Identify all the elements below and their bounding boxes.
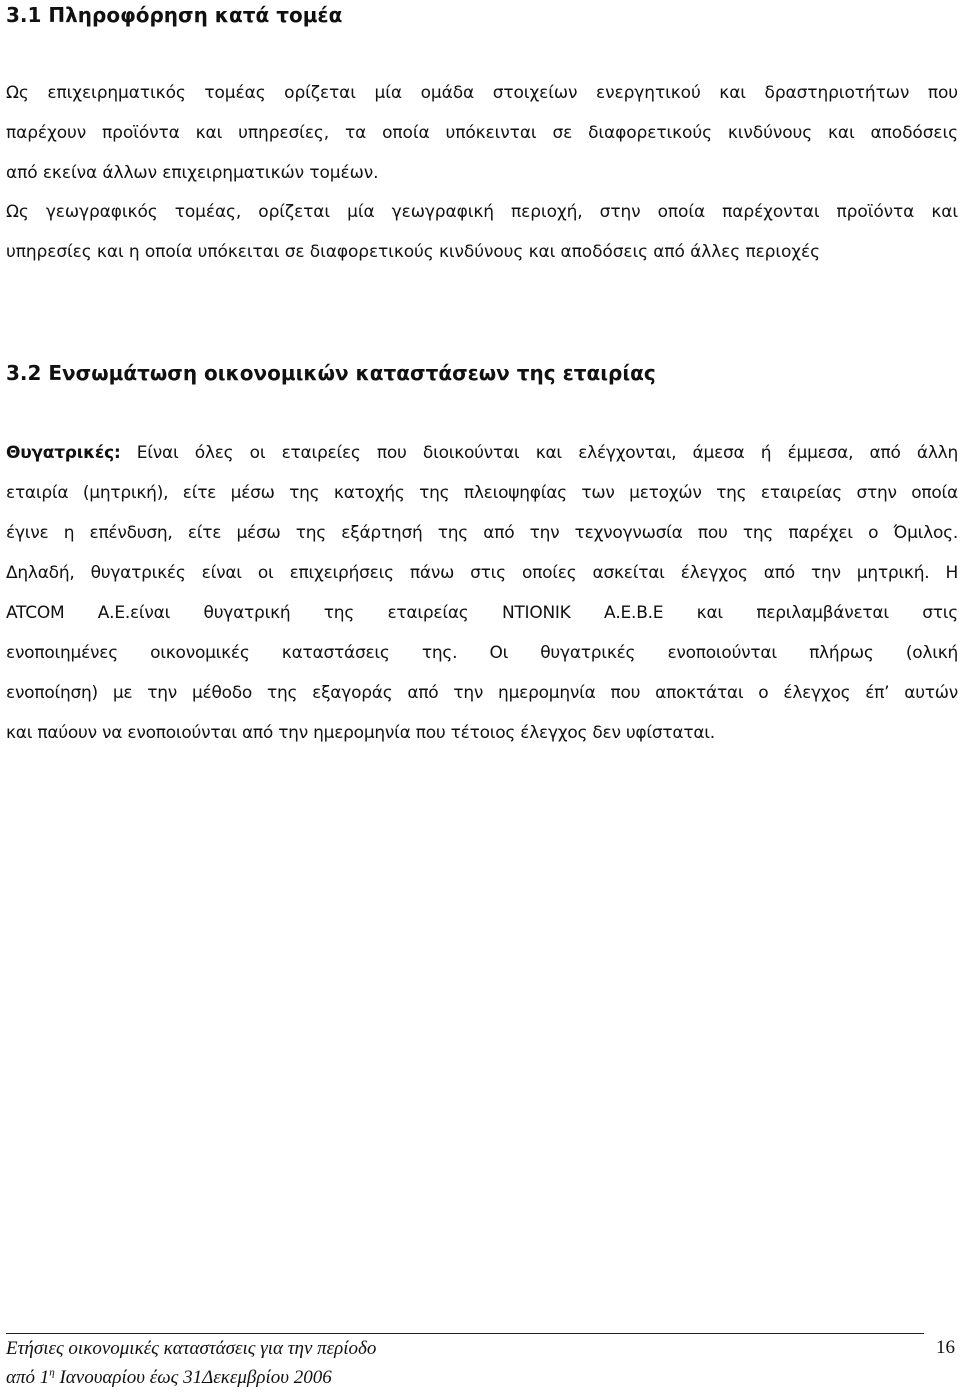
section-heading-3-1: 3.1 Πληροφόρηση κατά τομέα [6,3,343,27]
text-line: ενοποιημένες οικονομικές καταστάσεις της. Οι θυγατρικές ενοποιούνται πλήρως (ολική [6,643,958,663]
text-line: Δηλαδή, θυγατρικές είναι οι επιχειρήσεις πάνω στις οποίες ασκείται έλεγχος από την μητρική. Η [6,563,958,583]
page-number: 16 [936,1337,955,1358]
text-fragment: Είναι όλες οι εταιρείες που διοικούνται και ελέγχονται, άμεσα ή έμμεσα, από άλλη [120,443,958,463]
section-heading-3-2: 3.2 Ενσωμάτωση οικονομικών καταστάσεων της εταιρίας [6,361,656,385]
footer-period-suffix: Ιανουαρίου έως 31Δεκεμβρίου 2006 [54,1367,332,1388]
text-line: και παύουν να ενοποιούνται από την ημερομηνία που τέτοιος έλεγχος δεν υφίσταται. [6,723,715,743]
text-line: Ως γεωγραφικός τομέας, ορίζεται μία γεωγραφική περιοχή, στην οποία παρέχονται προϊόντα και [6,202,958,222]
text-line: Ως επιχειρηματικός τομέας ορίζεται μία ομάδα στοιχείων ενεργητικού και δραστηριοτήτων που [6,83,958,103]
paragraph-geographic-segment [6,192,958,272]
text-line: ενοποίηση) με την μέθοδο της εξαγοράς από την ημερομηνία που αποκτάται ο έλεγχος έπ’ αυτών [6,683,958,703]
text-line: υπηρεσίες και η οποία υπόκειται σε διαφορετικούς κινδύνους και αποδόσεις από άλλες περιοχές [6,242,820,262]
text-line: εταιρία (μητρική), είτε μέσω της κατοχής της πλειοψηφίας των μετοχών της εταιρείας στην οποία [6,483,958,503]
text-line: παρέχουν προϊόντα και υπηρεσίες, τα οποία υπόκεινται σε διαφορετικούς κινδύνους και αποδόσεις [6,123,958,143]
footer-divider [6,1333,924,1334]
paragraph-business-segment [6,73,958,193]
footer-period [6,1367,332,1389]
text-line: έγινε η επένδυση, είτε μέσω της εξάρτησή της από την τεχνογνωσία που της παρέχει ο Όμιλος. [6,523,958,543]
footer-period-prefix: από 1 [6,1367,50,1388]
paragraph-subsidiaries [6,433,958,753]
text-line: από εκείνα άλλων επιχειρηματικών τομέων. [6,163,379,183]
text-line: ATCOM Α.Ε.είναι θυγατρική της εταιρείας ΝΤΙΟΝΙΚ Α.Ε.Β.Ε και περιλαμβάνεται στις [6,603,958,623]
footer-title: Ετήσιες οικονομικές καταστάσεις για την περίοδο [6,1338,377,1359]
footer-period-superscript: η [49,1366,55,1379]
term-label: Θυγατρικές: [6,443,121,463]
text-line [6,433,958,473]
